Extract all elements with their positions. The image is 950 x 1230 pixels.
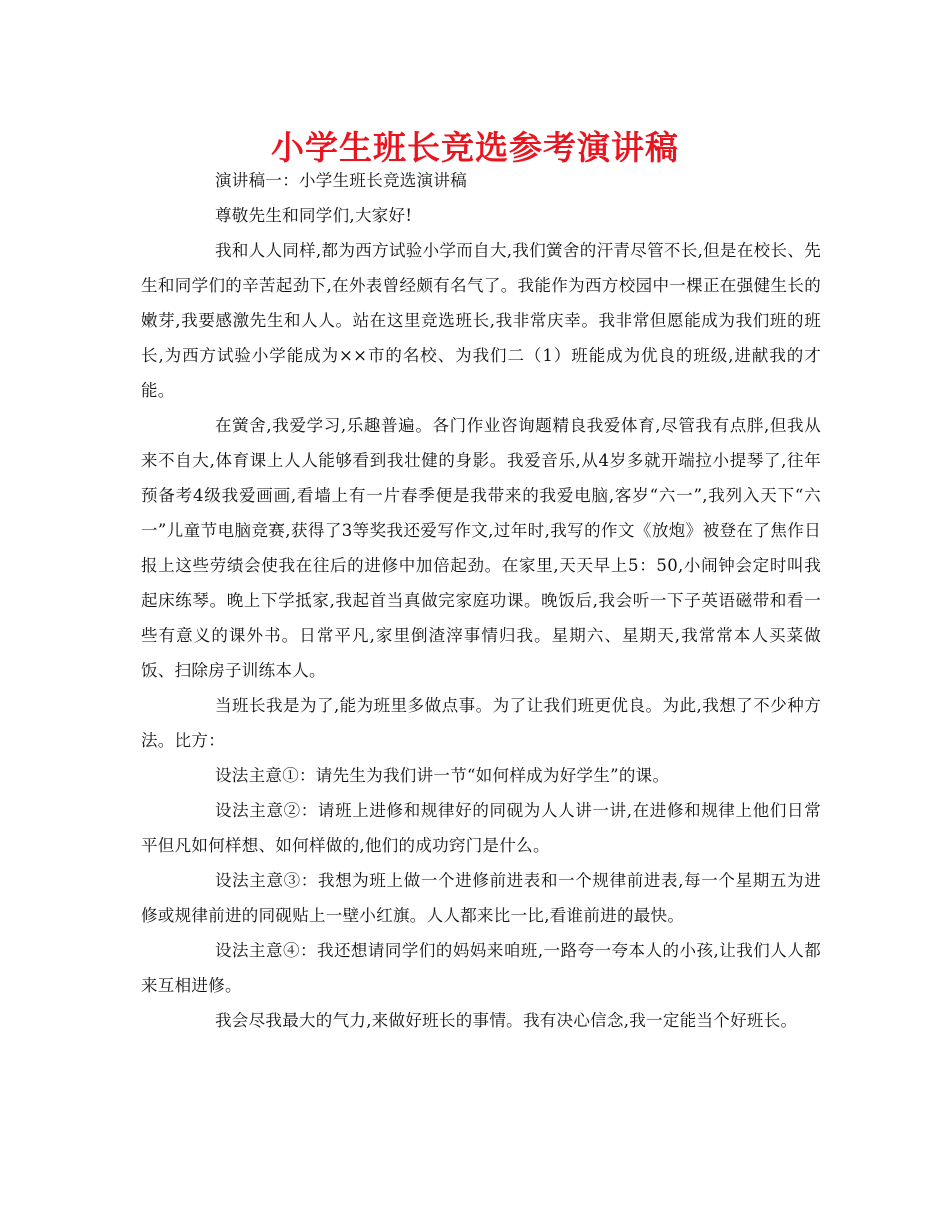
paragraph-hobbies: 在黉舍,我爱学习,乐趣普遍。各门作业咨询题精良我爱体育,尽管我有点胖,但我从来不自大,体育课上人人能够看到我壮健的身影。我爱音乐,从4岁多就开端拉小提琴了,往年预备考4级我爱画画,看墙上有一片春季便是我带来的我爱电脑,客岁“六一”,我列入天下“六一”儿童节电脑竞赛,获得了3等奖我还爱写作文,过年时,我写的作文《放炮》被登在了焦作日报上这些劳绩会使我在往后的进修中加倍起劲。在家里,天天早上5：50,小闹钟会定时叫我起床练琴。晚上下学抵家,我起首当真做完家庭功课。晚饭后,我会听一下子英语磁带和看一些有意义的课外书。日常平凡,家里倒渣滓事情归我。星期六、星期天,我常常本人买菜做饭、扫除房子训练本人。 xyxy=(141,416,821,680)
paragraph-idea-2: 设法主意②：请班上进修和规律好的同砚为人人讲一讲,在进修和规律上他们日常平但凡如何样想、如何样做的,他们的成功窍门是什么。 xyxy=(141,801,821,855)
paragraph-purpose: 当班长我是为了,能为班里多做点事。为了让我们班更优良。为此,我想了不少种方法。比方： xyxy=(141,696,821,750)
paragraph-idea-4: 设法主意④：我还想请同学们的妈妈来咱班,一路夸一夸本人的小孩,让我们人人都来互相进修。 xyxy=(141,941,821,995)
paragraph-introduction: 我和人人同样,都为西方试验小学而自大,我们黉舍的汗青尽管不长,但是在校长、先生和同学们的辛苦起劲下,在外表曾经颇有名气了。我能作为西方校园中一棵正在强健生长的嫩芽,我要感激先生和人人。站在这里竞选班长,我非常庆幸。我非常但愿能成为我们班的班长,为西方试验小学能成为××市的名校、为我们二（1）班能成为优良的班级,进献我的才能。 xyxy=(141,241,821,400)
paragraph-heading: 演讲稿一：小学生班长竞选演讲稿 xyxy=(215,171,467,190)
document-title: 小学生班长竞选参考演讲稿 xyxy=(271,128,679,167)
document-body xyxy=(141,163,821,1038)
paragraph-conclusion: 我会尽我最大的气力,来做好班长的事情。我有决心信念,我一定能当个好班长。 xyxy=(215,1011,798,1030)
paragraph-greeting: 尊敬先生和同学们,大家好! xyxy=(215,206,413,225)
paragraph-idea-3: 设法主意③：我想为班上做一个进修前进表和一个规律前进表,每一个星期五为进修或规律前进的同砚贴上一壁小红旗。人人都来比一比,看谁前进的最快。 xyxy=(141,871,821,925)
paragraph-idea-1: 设法主意①：请先生为我们讲一节“如何样成为好学生”的课。 xyxy=(215,766,670,785)
